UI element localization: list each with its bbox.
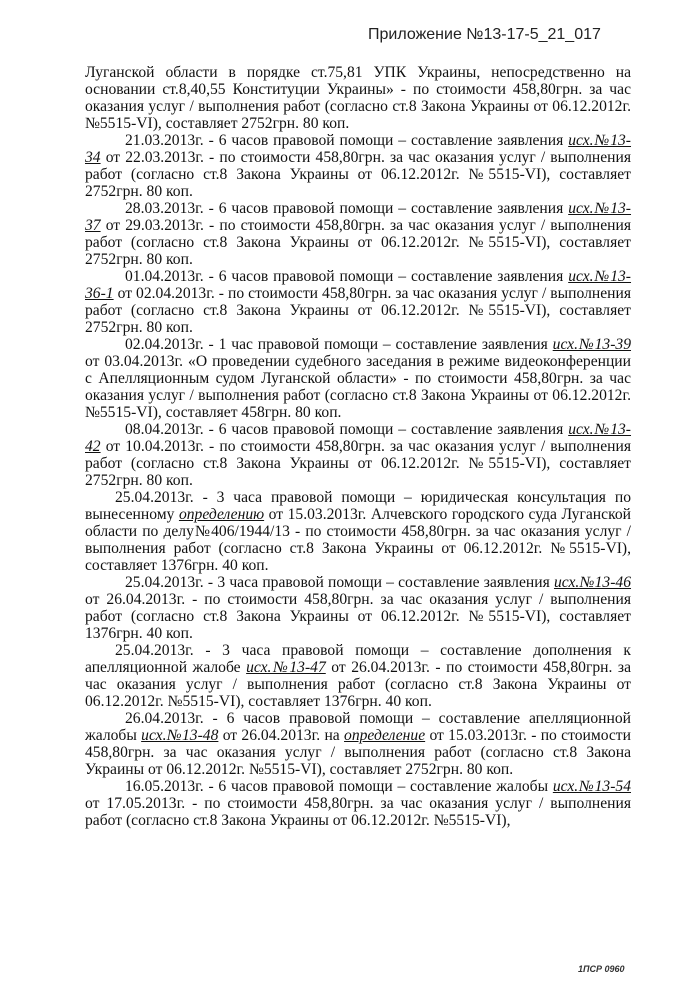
- paragraph: [85, 778, 631, 829]
- paragraph: [85, 200, 631, 268]
- document-reference: исх.№13-48: [141, 727, 219, 744]
- paragraph-text: 21.03.2013г. - 6 часов правовой помощи – составление заявления: [125, 132, 569, 149]
- paragraph: [85, 574, 631, 642]
- document-body: [85, 64, 631, 829]
- paragraph: [85, 268, 631, 336]
- paragraph-text: 08.04.2013г. - 6 часов правовой помощи – составление заявления: [125, 421, 569, 438]
- paragraph-text: 26.04.2013г. - 6 часов правовой помощи – составление апелляционной жалобы: [85, 710, 631, 744]
- document-reference: исх.№13-47: [246, 659, 326, 676]
- appendix-header: Приложение №13-17-5_21_017: [368, 26, 601, 43]
- paragraph: [85, 132, 631, 200]
- document-reference: исх.№13-37: [85, 200, 632, 234]
- paragraph-text: от 26.04.2013г. - по стоимости 458,80грн. за час оказания услуг / выполнения работ (согласно ст.8 Закона Украины от 06.12.2012г. №5515-VI), составляет 1376грн. 40 коп.: [85, 659, 631, 710]
- document-reference: исх.№13-34: [85, 132, 632, 166]
- paragraph-text: от 17.05.2013г. - по стоимости 458,80грн. за час оказания услуг / выполнения работ (согласно ст.8 Закона Украины от 06.12.2012г. №5515-VI),: [85, 795, 631, 829]
- paragraph-text: Луганской области в порядке ст.75,81 УПК Украины, непосредственно на основании ст.8,40,55 Конституции Украины» - по стоимости 458,80грн. за час оказания услуг / выполнения работ (согласно ст.8 Закона Украины от 06.12.2012г. №5515-VI), составляет 2752грн. 80 коп.: [85, 64, 631, 132]
- paragraph-text: 25.04.2013г. - 3 часа правовой помощи – юридическая консультация по вынесенному: [85, 489, 631, 523]
- paragraph-text: от 03.04.2013г. «О проведении судебного заседания в режиме видеоконференции с Апелляционным судом Луганской области» - по стоимости 458,80грн. за час оказания услуг / выполнения работ (согласно ст.8 Закона Украины от 06.12.2012г. №5515-VI), составляет 458грн. 80 коп.: [85, 353, 631, 421]
- paragraph: [85, 64, 631, 132]
- paragraph-text: 25.04.2013г. - 3 часа правовой помощи – составление заявления: [125, 574, 554, 591]
- document-reference: исх.№13-36-1: [85, 268, 632, 302]
- document-reference: определение: [344, 727, 426, 744]
- paragraph-text: от 10.04.2013г. - по стоимости 458,80грн. за час оказания услуг / выполнения работ (согласно ст.8 Закона Украины от 06.12.2012г. №5515-VI), составляет 2752грн. 80 коп.: [85, 438, 631, 489]
- paragraph-text: от 29.03.2013г. - по стоимости 458,80грн. за час оказания услуг / выполнения работ (согласно ст.8 Закона Украины от 06.12.2012г. №5515-VI), составляет 2752грн. 80 коп.: [85, 217, 631, 268]
- document-reference: определению: [178, 506, 265, 523]
- paragraph: [85, 421, 631, 489]
- paragraph: [85, 336, 631, 421]
- paragraph-text: от 15.03.2013г. - по стоимости 458,80грн. за час оказания услуг / выполнения работ (согласно ст.8 Закона Украины от 06.12.2012г. №5515-VI), составляет 2752грн. 80 коп.: [85, 727, 631, 778]
- paragraph-text: от 26.04.2013г. - по стоимости 458,80грн. за час оказания услуг / выполнения работ (согласно ст.8 Закона Украины от 06.12.2012г. №5515-VI), составляет 1376грн. 40 коп.: [85, 591, 631, 642]
- paragraph-text: 01.04.2013г. - 6 часов правовой помощи – составление заявления: [125, 268, 569, 285]
- document-reference: исх.№13-46: [553, 574, 632, 591]
- paragraph-text: 16.05.2013г. - 6 часов правовой помощи – составление жалобы: [125, 778, 553, 795]
- paragraph-text: от 15.03.2013г. Алчевского городского суда Луганской области по делу№406/1944/13 - по стоимости 458,80грн. за час оказания услуг / выполнения работ (согласно ст.8 Закона Украины от 06.12.2012г. №5515-VI), составляет 1376грн. 40 коп.: [85, 506, 631, 574]
- paragraph-text: 25.04.2013г. - 3 часа правовой помощи – составление дополнения к апелляционной жалобе: [85, 642, 631, 676]
- document-reference: исх.№13-39: [552, 336, 632, 353]
- paragraph-text: 02.04.2013г. - 1 час правовой помощи – составление заявления: [125, 336, 553, 353]
- paragraph: [85, 642, 631, 710]
- paragraph: [85, 489, 631, 574]
- document-reference: исх.№13-54: [552, 778, 631, 795]
- paragraph-text: от 26.04.2013г. на: [218, 727, 345, 744]
- paragraph-text: от 22.03.2013г. - по стоимости 458,80грн. за час оказания услуг / выполнения работ (согласно ст.8 Закона Украины от 06.12.2012г. №5515-VI), составляет 2752грн. 80 коп.: [85, 149, 631, 200]
- paragraph: [85, 710, 631, 778]
- page-stamp: 1ПСР 0960: [578, 964, 625, 974]
- paragraph-text: 28.03.2013г. - 6 часов правовой помощи – составление заявления: [125, 200, 569, 217]
- paragraph-text: от 02.04.2013г. - по стоимости 458,80грн. за час оказания услуг / выполнения работ (согласно ст.8 Закона Украины от 06.12.2012г. №5515-VI), составляет 2752грн. 80 коп.: [85, 285, 631, 336]
- document-reference: исх.№13-42: [85, 421, 632, 455]
